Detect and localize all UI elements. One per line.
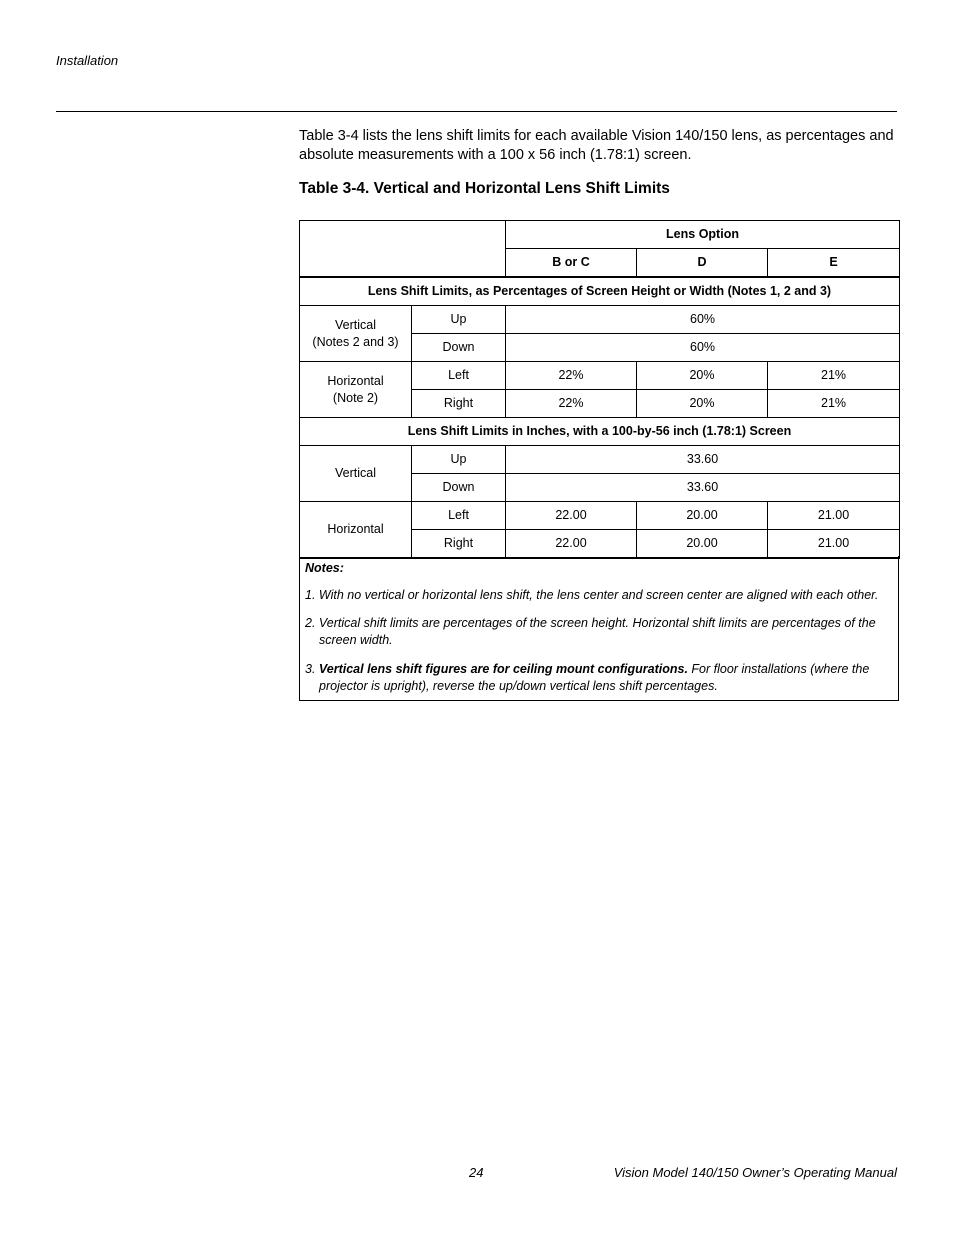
col-b-or-c: B or C (506, 249, 637, 278)
horizontal-pct-label: Horizontal (Note 2) (300, 362, 412, 418)
left-label: Left (412, 362, 506, 390)
table-title: Table 3-4. Vertical and Horizontal Lens Shift Limits (299, 180, 670, 197)
down-label: Down (412, 474, 506, 502)
vertical-inch-label: Vertical (300, 446, 412, 502)
up-value: 33.60 (506, 446, 900, 474)
manual-title: Vision Model 140/150 Owner’s Operating Manual (613, 1165, 897, 1180)
notes-box (299, 556, 899, 701)
right-value-b-or-c: 22.00 (506, 530, 637, 559)
down-value: 60% (506, 334, 900, 362)
up-label: Up (412, 306, 506, 334)
notes-title: Notes: (305, 561, 344, 575)
note-1: 1. With no vertical or horizontal lens shift, the lens center and screen center are aligned with each other. (305, 588, 879, 602)
left-value-b-or-c: 22% (506, 362, 637, 390)
right-value-d: 20.00 (637, 530, 768, 559)
right-value-b-or-c: 22% (506, 390, 637, 418)
table-row (300, 362, 900, 390)
right-label: Right (412, 530, 506, 559)
intro-paragraph: Table 3-4 lists the lens shift limits for each available Vision 140/150 lens, as percentages and absolute measurements with a 100 x 56 inch (1.78:1) screen. (299, 128, 894, 163)
section2-title: Lens Shift Limits in Inches, with a 100-by-56 inch (1.78:1) Screen (300, 418, 900, 446)
section-row (300, 277, 900, 306)
running-header: Installation (56, 53, 119, 68)
note-3: 3. Vertical lens shift figures are for ceiling mount configurations. For floor installations (where the projector is upright), reverse the up/down vertical lens shift percentages. (305, 662, 870, 693)
section-row (300, 418, 900, 446)
table-row (300, 502, 900, 530)
left-value-d: 20.00 (637, 502, 768, 530)
right-value-e: 21.00 (768, 530, 900, 559)
lens-option-header: Lens Option (506, 221, 900, 249)
table-row (300, 306, 900, 334)
down-value: 33.60 (506, 474, 900, 502)
left-label: Left (412, 502, 506, 530)
left-value-e: 21% (768, 362, 900, 390)
right-value-d: 20% (637, 390, 768, 418)
down-label: Down (412, 334, 506, 362)
right-label: Right (412, 390, 506, 418)
table-row (300, 446, 900, 474)
note-2: 2. Vertical shift limits are percentages of the screen height. Horizontal shift limits are percentages of the screen width. (305, 616, 876, 647)
col-d: D (637, 249, 768, 278)
right-value-e: 21% (768, 390, 900, 418)
page-number: 24 (469, 1165, 484, 1180)
left-value-e: 21.00 (768, 502, 900, 530)
note-3-emphasis: Vertical lens shift figures are for ceiling mount configurations. (318, 662, 688, 676)
col-e: E (768, 249, 900, 278)
empty-corner-cell (300, 221, 506, 278)
table-header-row (300, 221, 900, 249)
left-value-d: 20% (637, 362, 768, 390)
up-label: Up (412, 446, 506, 474)
left-value-b-or-c: 22.00 (506, 502, 637, 530)
lens-shift-table (299, 220, 900, 559)
vertical-pct-label: Vertical (Notes 2 and 3) (300, 306, 412, 362)
up-value: 60% (506, 306, 900, 334)
horizontal-inch-label: Horizontal (300, 502, 412, 559)
section1-title: Lens Shift Limits, as Percentages of Screen Height or Width (Notes 1, 2 and 3) (300, 277, 900, 306)
header-rule (56, 111, 897, 112)
